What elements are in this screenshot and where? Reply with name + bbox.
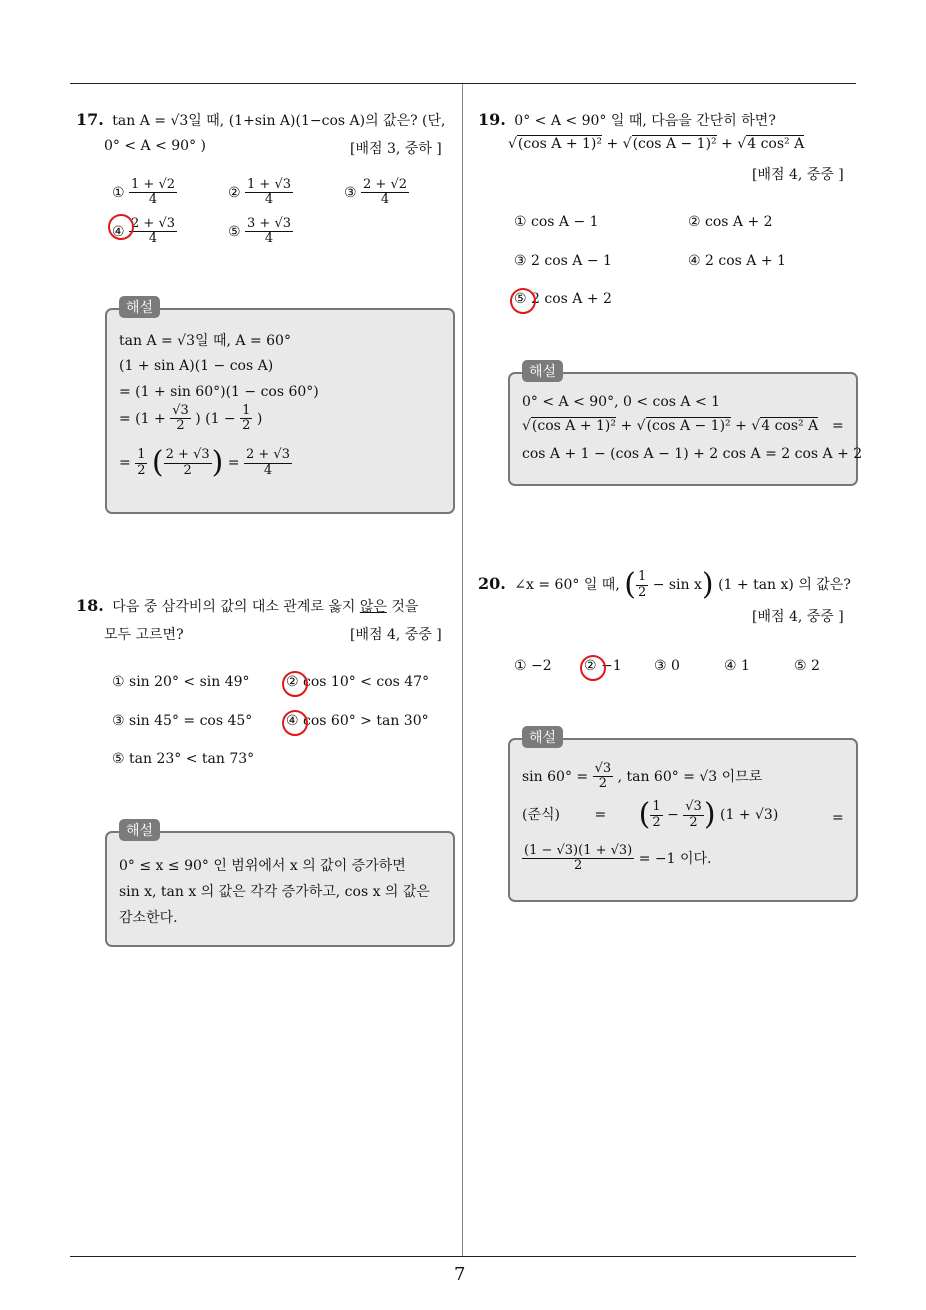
answer-circle-mark	[282, 671, 308, 697]
solution-label: 해설	[522, 726, 563, 748]
question-number: 19.	[478, 110, 506, 129]
choice-5[interactable]: ⑤ 2	[794, 658, 820, 674]
choice-4[interactable]: ④ 2 cos A + 1	[688, 253, 786, 269]
choice-3[interactable]: ③ 0	[654, 658, 680, 674]
score-label: [배점 4, 중중 ]	[752, 609, 844, 625]
question-number: 18.	[76, 596, 104, 615]
choice-1[interactable]: ① sin 20° < sin 49°	[112, 674, 250, 690]
answer-circle-mark	[580, 655, 606, 681]
question-expression: √(cos A + 1)² + √(cos A − 1)² + √4 cos² A	[508, 136, 805, 152]
solution-box: sin 60° = $\frac{√3}{2}$ , tan 60° = √3 이므로 (준식) = ( $\frac{1}{2}$ − $\frac{√3}{2}$ ) (1 + √3) = $\frac{(1 - √3)(1 + √3)}{2}$ = −1 이다.	[508, 738, 858, 902]
choice-2[interactable]: ② −1	[584, 658, 622, 674]
solution-box: 0° < A < 90°, 0 < cos A < 1 √(cos A + 1)² + √(cos A − 1)² + √4 cos² A = cos A + 1 − (cos A − 1) + 2 cos A = 2 cos A + 2	[508, 372, 858, 486]
answer-circle-mark	[282, 710, 308, 736]
column-divider	[462, 84, 463, 1256]
choice-5[interactable]: ⑤ $\frac{3 + √3}{4}$	[228, 216, 291, 247]
choice-2[interactable]: ② cos 10° < cos 47°	[286, 674, 429, 690]
choice-1[interactable]: ① −2	[514, 658, 552, 674]
question-stem-line2: 0° < A < 90° )	[104, 138, 207, 154]
choice-3[interactable]: ③ sin 45° = cos 45°	[112, 713, 253, 729]
choice-2[interactable]: ② $\frac{1 + √3}{4}$	[228, 177, 291, 208]
page-number: 7	[454, 1264, 466, 1285]
top-rule	[70, 83, 856, 84]
choice-1[interactable]: ① $\frac{1 + √2}{4}$	[112, 177, 175, 208]
choice-3[interactable]: ③ $\frac{2 + √2}{4}$	[344, 177, 407, 208]
question-number: 20.	[478, 574, 506, 593]
solution-box: tan A = √3일 때, A = 60° (1 + sin A)(1 − cos A) = (1 + sin 60°)(1 − cos 60°) = (1 + $\frac{√3}{2}$ ) (1 − $\frac{1}{2}$ ) = $\frac{1}{2}$ ( $\frac{2 + √3}{2}$ ) = $\frac{2 + √3}{4}$	[105, 308, 455, 514]
choice-5[interactable]: ⑤ 2 cos A + 2	[514, 291, 612, 307]
choice-4[interactable]: ④ $\frac{2 + √3}{4}$	[112, 217, 177, 247]
bottom-rule	[70, 1256, 856, 1257]
solution-label: 해설	[522, 360, 563, 382]
choice-4[interactable]: ④ 1	[724, 658, 750, 674]
score-label: [배점 4, 중중 ]	[752, 167, 844, 183]
choice-4[interactable]: ④ cos 60° > tan 30°	[286, 713, 429, 729]
answer-circle-mark	[108, 214, 134, 240]
solution-label: 해설	[119, 296, 160, 318]
question-number: 17.	[76, 110, 104, 129]
solution-box: 0° ≤ x ≤ 90° 인 범위에서 x 의 값이 증가하면 sin x, tan x 의 값은 각각 증가하고, cos x 의 값은 감소한다.	[105, 831, 455, 947]
score-label: [배점 3, 중하 ]	[350, 141, 442, 157]
question-stem: tan A = √3일 때, (1+sin A)(1−cos A)의 값은? (단,	[112, 113, 446, 129]
choice-2[interactable]: ② cos A + 2	[688, 214, 773, 230]
solution-label: 해설	[119, 819, 160, 841]
choice-5[interactable]: ⑤ tan 23° < tan 73°	[112, 751, 255, 767]
question-stem-line2: 모두 고르면?	[104, 627, 184, 643]
answer-circle-mark	[510, 288, 536, 314]
question-stem: 0° < A < 90° 일 때, 다음을 간단히 하면?	[514, 113, 776, 129]
choice-3[interactable]: ③ 2 cos A − 1	[514, 253, 612, 269]
score-label: [배점 4, 중중 ]	[350, 627, 442, 643]
choice-1[interactable]: ① cos A − 1	[514, 214, 599, 230]
